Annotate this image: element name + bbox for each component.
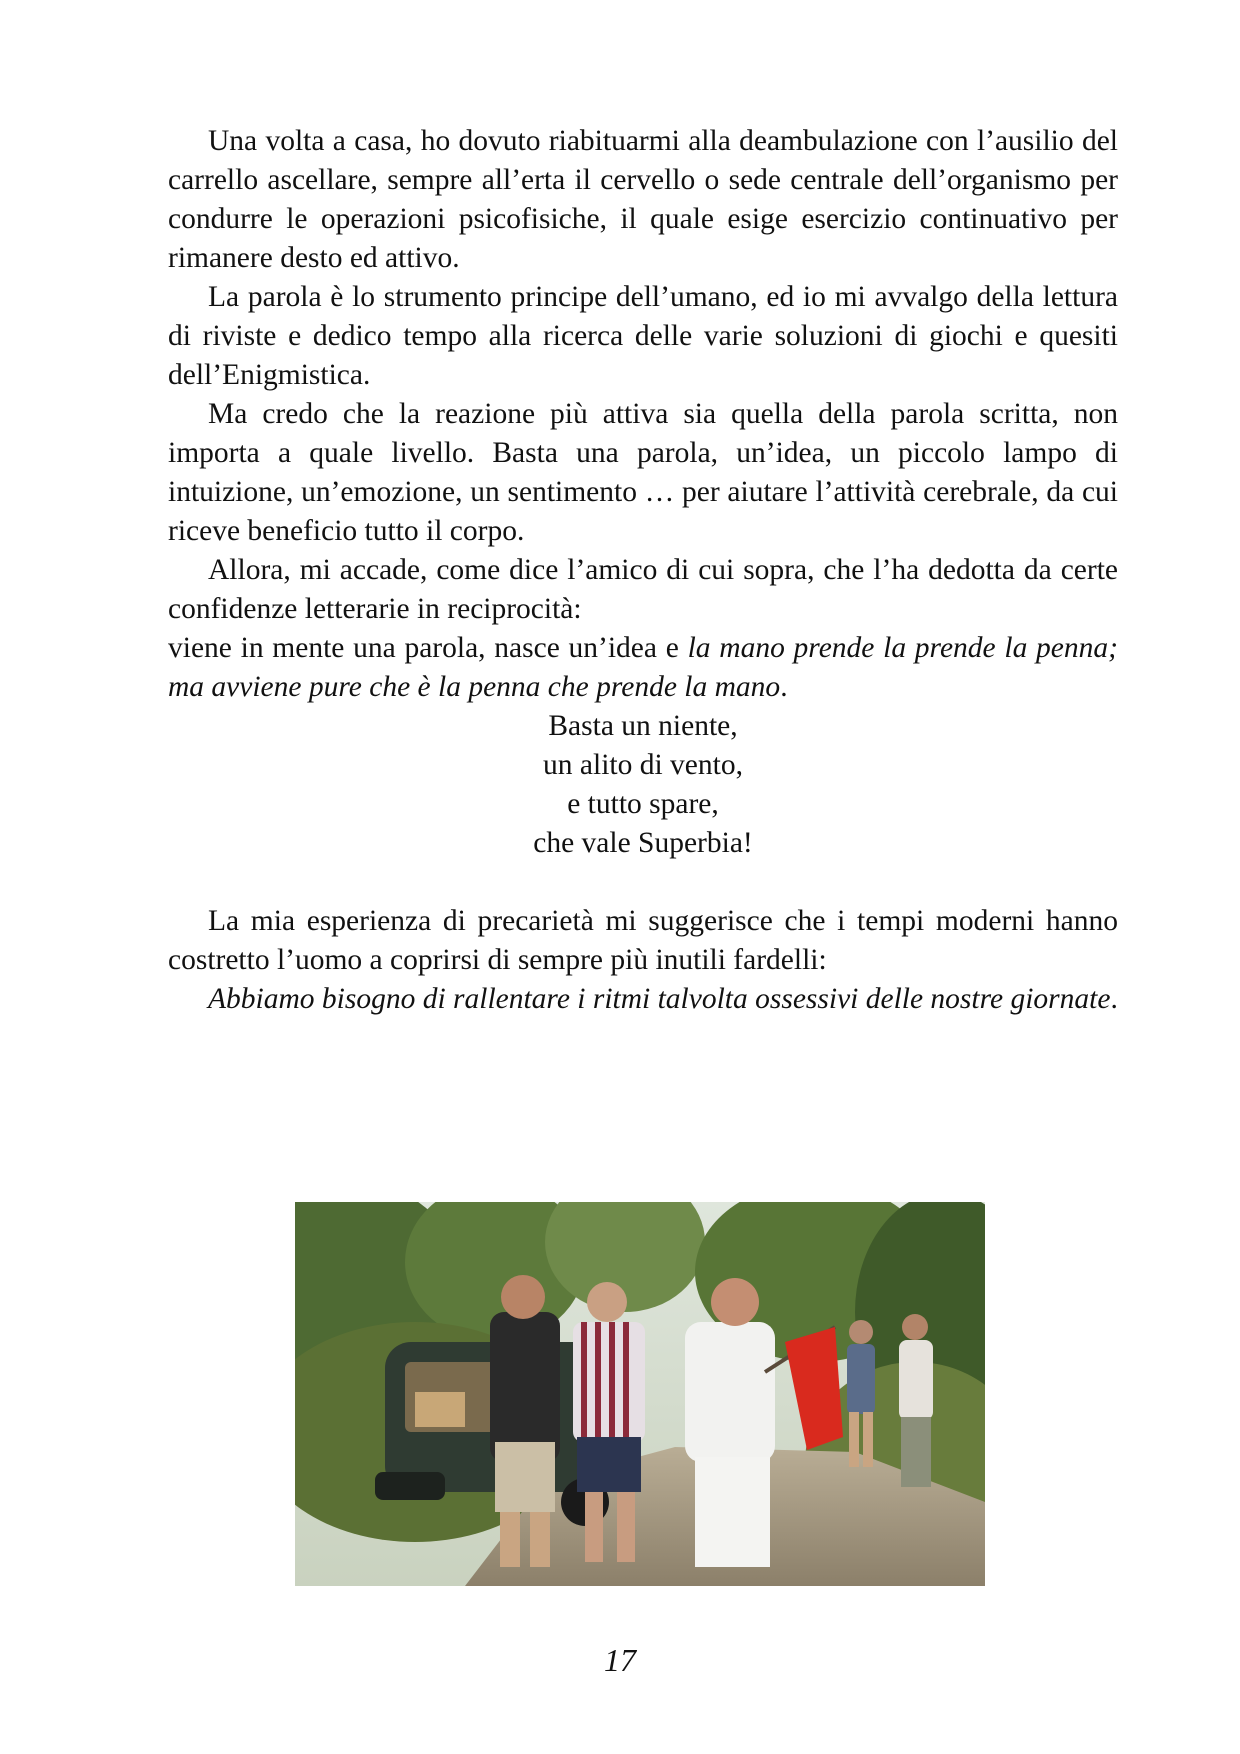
poem-line: Basta un niente, xyxy=(548,710,738,742)
page-body xyxy=(168,122,1118,1019)
page-number: 17 xyxy=(604,1642,636,1678)
paragraph-5-italic: la mano prende la prende la penna; ma avviene pure che è la penna che prende la mano xyxy=(168,632,1118,703)
paragraph-5-plain: viene in mente una parola, nasce un’idea e xyxy=(168,632,688,664)
paragraph-2: La parola è lo strumento principe dell’umano, ed io mi avvalgo della lettura di riviste e dedico tempo alla ricerca delle varie soluzioni di giochi e quesiti dell’Enigmistica. xyxy=(168,281,1118,391)
outdoor-group-photo xyxy=(295,1202,985,1586)
poem-line: un alito di vento, xyxy=(543,749,743,781)
paragraph-7-end: . xyxy=(1110,983,1118,1015)
paragraph-5-end: . xyxy=(780,671,788,703)
spacer xyxy=(168,863,1118,902)
poem-line: e tutto spare, xyxy=(567,788,719,820)
paragraph-5 xyxy=(168,629,1118,707)
photo-illustration xyxy=(295,1202,985,1586)
poem xyxy=(168,707,1118,863)
poem-line: che vale Superbia! xyxy=(533,827,753,859)
paragraph-3: Ma credo che la reazione più attiva sia quella della parola scritta, non importa a quale livello. Basta una parola, un’idea, un piccolo lampo di intuizione, un’emozione, un sentimento … per aiutare l’attività cerebrale, da cui riceve beneficio tutto il corpo. xyxy=(168,398,1118,547)
paragraph-6: La mia esperienza di precarietà mi suggerisce che i tempi moderni hanno costretto l’uomo a coprirsi di sempre più inutili fardelli: xyxy=(168,905,1118,976)
paragraph-7 xyxy=(168,980,1118,1019)
paragraph-4: Allora, mi accade, come dice l’amico di cui sopra, che l’ha dedotta da certe confidenze letterarie in reciprocità: xyxy=(168,554,1118,625)
paragraph-1: Una volta a casa, ho dovuto riabituarmi alla deambulazione con l’ausilio del carrello ascellare, sempre all’erta il cervello o sede centrale dell’organismo per condurre le operazioni psicofisiche, il quale esige esercizio continuativo per rimanere desto ed attivo. xyxy=(168,125,1118,274)
paragraph-7-italic: Abbiamo bisogno di rallentare i ritmi talvolta ossessivi delle nostre giornate xyxy=(208,983,1111,1015)
